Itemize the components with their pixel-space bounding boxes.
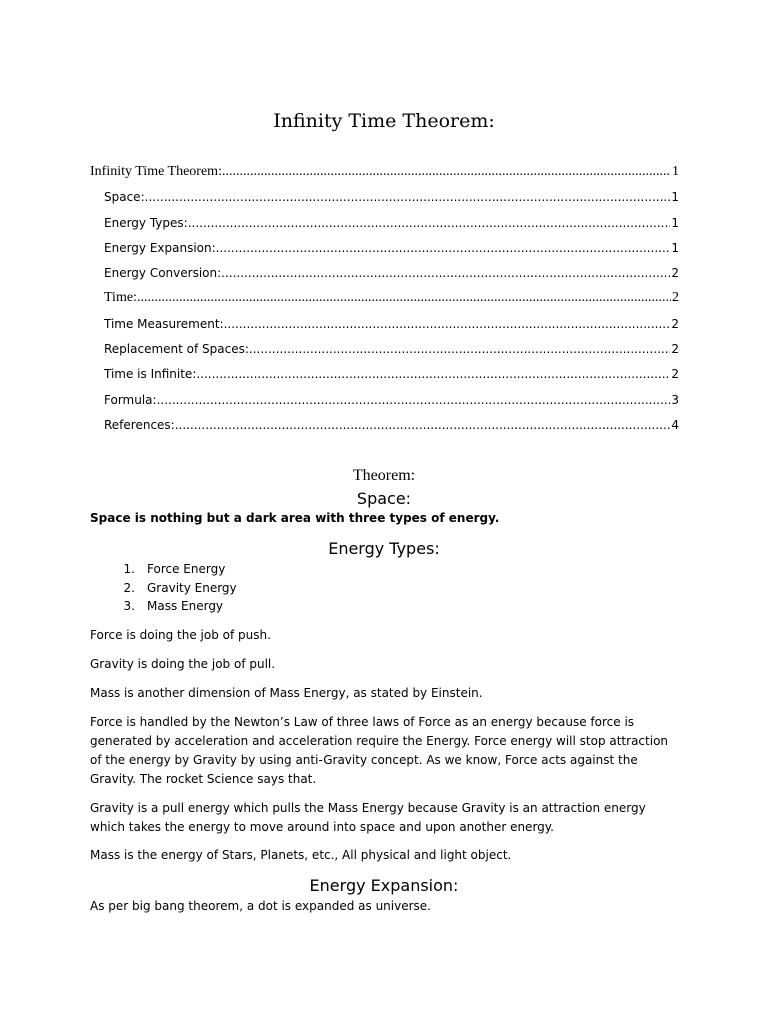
toc-leader-dots <box>249 340 670 358</box>
list-item-number: 3. <box>123 599 135 613</box>
toc-entry-label: Energy Conversion: <box>104 266 222 281</box>
paragraph-force-push: Force is doing the job of push. <box>90 628 271 642</box>
theorem-heading: Theorem: <box>352 467 416 484</box>
list-item-text: Force Energy <box>147 562 226 576</box>
toc-entry-energy-expansion[interactable] <box>90 239 679 264</box>
space-heading: Space: <box>356 489 412 508</box>
toc-entry-label: Time: <box>104 290 137 306</box>
energy-types-list <box>90 560 490 616</box>
toc-entry-infinity-time-theorem[interactable] <box>90 163 679 188</box>
space-text: Space is nothing but a dark area with three types of energy. <box>90 511 500 525</box>
toc-entry-page: 1 <box>672 164 679 179</box>
toc-entry-page: 2 <box>672 290 679 306</box>
toc-entry-space[interactable] <box>90 188 679 213</box>
toc-leader-dots <box>196 365 670 383</box>
list-item-text: Mass Energy <box>147 599 224 613</box>
toc-leader-dots <box>224 315 671 333</box>
toc-entry-energy-types[interactable] <box>90 214 679 239</box>
list-item <box>90 597 490 616</box>
toc-entry-page: 2 <box>671 367 679 382</box>
list-item-number: 1. <box>123 562 135 576</box>
toc-leader-dots <box>222 163 671 181</box>
toc-entry-label: Formula: <box>104 392 157 407</box>
toc-entry-time-measurement[interactable] <box>90 315 679 340</box>
toc-entry-page: 1 <box>671 240 679 255</box>
energy-expansion-text: As per big bang theorem, a dot is expanded as universe. <box>90 899 431 913</box>
toc-leader-dots <box>175 416 671 434</box>
list-item <box>90 579 490 598</box>
toc-entry-page: 1 <box>671 190 679 205</box>
paragraph-gravity-attraction: Gravity is a pull energy which pulls the Mass Energy because Gravity is an attraction energy which takes the energy to move around into space and upon another energy. <box>90 801 646 834</box>
table-of-contents <box>90 163 679 441</box>
energy-expansion-heading: Energy Expansion: <box>309 876 459 895</box>
toc-entry-label: Space: <box>104 190 145 205</box>
toc-leader-dots <box>188 214 671 232</box>
toc-leader-dots <box>221 264 670 282</box>
toc-entry-page: 2 <box>671 316 679 331</box>
toc-entry-label: Infinity Time Theorem: <box>90 164 222 179</box>
toc-leader-dots <box>216 239 671 257</box>
toc-entry-formula[interactable] <box>90 391 679 416</box>
list-item-text: Gravity Energy <box>147 580 237 595</box>
list-item-number: 2. <box>123 580 135 595</box>
toc-leader-dots <box>157 391 671 409</box>
paragraph-force-newton: Force is handled by the Newton’s Law of three laws of Force as an energy because force is generated by acceleration and acceleration require the Energy. Force energy will stop attraction of the energy by Gravity by using anti-Gravity concept. As we know, Force acts against the Gravity. The rocket Science says that. <box>90 715 669 786</box>
toc-entry-label: Energy Expansion: <box>104 240 216 255</box>
toc-entry-time-is-infinite[interactable] <box>90 365 679 390</box>
toc-entry-time[interactable] <box>90 289 679 314</box>
document-title: Infinity Time Theorem: <box>273 110 495 132</box>
toc-entry-label: Energy Types: <box>104 215 188 230</box>
toc-entry-label: Time is Infinite: <box>104 367 197 382</box>
toc-entry-page: 1 <box>671 215 679 230</box>
toc-entry-replacement-of-spaces[interactable] <box>90 340 679 365</box>
toc-entry-page: 3 <box>671 392 679 407</box>
toc-leader-dots <box>137 289 671 307</box>
paragraph-gravity-pull: Gravity is doing the job of pull. <box>90 657 276 671</box>
energy-types-heading: Energy Types: <box>328 539 440 558</box>
toc-entry-label: Replacement of Spaces: <box>104 342 249 357</box>
toc-entry-references[interactable] <box>90 416 679 441</box>
paragraph-mass-stars: Mass is the energy of Stars, Planets, etc., All physical and light object. <box>90 848 512 862</box>
toc-leader-dots <box>145 188 671 206</box>
toc-entry-label: References: <box>104 417 175 432</box>
toc-entry-energy-conversion[interactable] <box>90 264 679 289</box>
toc-entry-page: 4 <box>671 417 679 432</box>
toc-entry-page: 2 <box>671 342 679 357</box>
toc-entry-label: Time Measurement: <box>104 316 224 331</box>
toc-entry-page: 2 <box>671 266 679 281</box>
list-item <box>90 560 490 579</box>
paragraph-mass-dimension: Mass is another dimension of Mass Energy, as stated by Einstein. <box>90 686 483 700</box>
